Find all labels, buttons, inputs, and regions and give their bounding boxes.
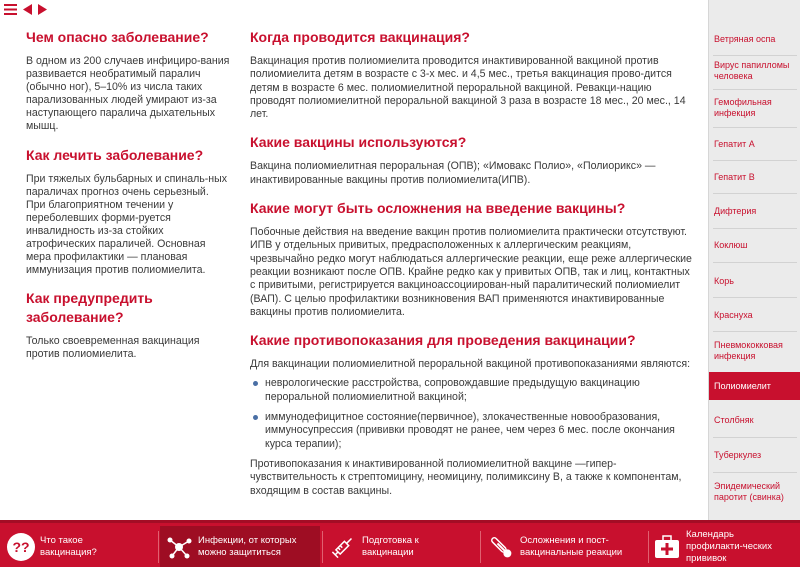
divider [158, 531, 159, 563]
divider [713, 472, 797, 473]
divider [713, 297, 797, 298]
section-text-prevention: Только своевременная вакцинация против полиомиелита. [26, 335, 200, 361]
section-text-when: Вакцинация против полиомиелита проводится инактивированной вакциной против полиомиелита детям в возрасте с 3-х мес. и 4,5 мес., третья вакцинация прово-дится детям в возрасте 6 мес. полиомиелитной пероральной вакциной. Ревакци-нацию проводят полиомиелитной пероральной вакциной 3 раза в возрасте 18 мес., 20 мес., 14 лет. [250, 55, 686, 121]
question-marks-icon [6, 532, 36, 562]
sidebar-item-tuberculosis[interactable] [709, 443, 800, 467]
nav-complications[interactable] [486, 526, 646, 567]
svg-text:??: ?? [12, 538, 30, 555]
sidebar-item-label: Краснуха [714, 309, 753, 320]
syringe-icon [328, 532, 358, 562]
section-title-complications: Какие могут быть осложнения на введение вакцины? [250, 200, 626, 217]
bullet-icon [253, 381, 258, 386]
list-item [250, 377, 695, 404]
sidebar-item-label: Гепатит В [714, 171, 755, 182]
section-title-contraindications: Какие противопоказания для проведения вакцинации? [250, 332, 636, 349]
nav-label: Календарь профилакти-ческих прививок [686, 528, 772, 564]
sidebar-item-hepatitis-b[interactable] [709, 166, 800, 188]
divider [713, 89, 797, 90]
list-item-text: иммунодефицитное состояние(первичное), злокачественные новообразования, иммуносупрессия (прививки проводят не ранее, чем через 6 мес. после окончания курса терапии); [265, 411, 675, 450]
sidebar-item-label: Туберкулез [714, 449, 762, 460]
sidebar-item-label: Дифтерия [714, 205, 757, 216]
left-column [26, 28, 231, 374]
sidebar-item-diphtheria[interactable] [709, 200, 800, 222]
divider [648, 531, 649, 563]
sidebar-item-label: Корь [714, 275, 734, 286]
sidebar-item-mumps[interactable] [709, 477, 800, 507]
list-item-text: неврологические расстройства, сопровождавшие предыдущую вакцинацию пероральной полиомиелитной вакциной; [265, 377, 640, 403]
list-item [250, 411, 695, 451]
sidebar-item-label: Гемофильная инфекция [714, 97, 772, 118]
section-text-vaccines: Вакцина полиомиелитная пероральная (ОПВ); «Имовакс Полио», «Полиорикс» — инактивированные вакцины против полиомиелита(ИПВ). [250, 160, 656, 186]
section-text-treatment: При тяжелых бульбарных и спиналь-ных параличах прогноз очень серьезный. При благоприятном течении у переболевших форми-руется инвалидность из-за стойких атрофических параличей. Основная мера профилактики — плановая иммунизация против полиомиелита. [26, 172, 228, 277]
section-title-prevention: Как предупредить заболевание? [26, 290, 153, 326]
divider [322, 531, 323, 563]
section-title-treatment: Как лечить заболевание? [26, 146, 204, 163]
sidebar-item-label: Пневмококковая инфекция [714, 340, 783, 361]
triangle-left-icon[interactable] [23, 4, 32, 17]
main-column [250, 28, 695, 510]
sidebar-item-label: Полиомиелит [714, 380, 771, 391]
molecule-icon [164, 532, 194, 562]
sidebar-item-pneumococcal[interactable] [709, 336, 800, 366]
sidebar-item-polio[interactable] [709, 372, 800, 400]
divider [713, 127, 797, 128]
sidebar-item-hpv[interactable] [709, 58, 800, 84]
sidebar-item-hib[interactable] [709, 93, 800, 123]
sidebar-item-pertussis[interactable] [709, 234, 800, 256]
sidebar-item-tetanus[interactable] [709, 408, 800, 432]
sidebar-item-measles[interactable] [709, 270, 800, 292]
contraindications-list [250, 377, 695, 450]
divider [713, 331, 797, 332]
divider [713, 262, 797, 263]
sidebar-item-label: Вирус папилломы человека [714, 60, 790, 81]
medical-kit-icon [652, 532, 682, 562]
nav-label: Подготовка к вакцинации [362, 534, 419, 558]
bottom-navigation [0, 520, 800, 567]
divider [713, 55, 797, 56]
triangle-right-icon[interactable] [38, 4, 47, 17]
sidebar-item-label: Ветряная оспа [714, 33, 776, 44]
section-title-vaccines: Какие вакцины используются? [250, 134, 467, 151]
section-text-complications: Побочные действия на введение вакцин против полиомиелита практически отсутствуют. ИПВ у отдельных привитых, предрасположенных к аллергическим реакциям, чрезвычайно редко могут наблюдаться аллергические реакции, еще реже аллергические реакции возникают после ОПВ. Крайне редко как у привитых ОПВ, так и лиц, контактных с привитыми, регистрируется вакцинoассоциирован-ный паралитический полиомиелит (ВАП). С целью профилактики возникновения ВАП применяются инактивированные вакцины против полиомиелита. [250, 226, 692, 318]
nav-infections[interactable] [160, 526, 320, 567]
hamburger-icon[interactable] [4, 4, 17, 17]
bullet-icon [253, 415, 258, 420]
section-title-when: Когда проводится вакцинация? [250, 29, 470, 45]
sidebar-item-rubella[interactable] [709, 304, 800, 326]
sidebar-item-chickenpox[interactable] [709, 28, 800, 50]
thermometer-icon [486, 532, 516, 562]
divider [713, 437, 797, 438]
divider [713, 160, 797, 161]
nav-preparation[interactable] [328, 526, 478, 567]
sidebar-item-label: Эпидемический паротит (свинка) [714, 481, 784, 502]
sidebar-item-label: Столбняк [714, 414, 754, 425]
contraindications-intro: Для вакцинации полиомиелитной пероральной вакциной противопоказаниями являются: [250, 358, 691, 371]
section-text-danger: В одном из 200 случаев инфициро-вания развивается необратимый паралич (обычно ног), 5–10% из числа таких парализованных людей умирают из-за наступающего паралича дыхательных мышц. [26, 55, 230, 133]
nav-what-is-vaccination[interactable] [6, 526, 156, 567]
sidebar-item-hepatitis-a[interactable] [709, 133, 800, 155]
top-navigation [4, 4, 47, 17]
section-title-danger: Чем опасно заболевание? [26, 29, 209, 45]
nav-calendar[interactable] [652, 526, 798, 567]
sidebar-item-label: Гепатит А [714, 138, 755, 149]
nav-label: Инфекции, от которых можно защититься [198, 534, 297, 558]
divider [480, 531, 481, 563]
contraindications-outro: Противопоказания к инактивированной полиомиелитной вакцине —гипер-чувствительность к стрептомицину, неомицину, полимиксину В, а также к компонентам, входящим в состав вакцины. [250, 457, 682, 497]
disease-sidebar [708, 0, 800, 520]
nav-label: Что такое вакцинация? [40, 534, 97, 558]
nav-label: Осложнения и пост-вакцинальные реакции [520, 534, 623, 558]
divider [713, 228, 797, 229]
sidebar-item-label: Коклюш [714, 239, 748, 250]
divider [713, 193, 797, 194]
